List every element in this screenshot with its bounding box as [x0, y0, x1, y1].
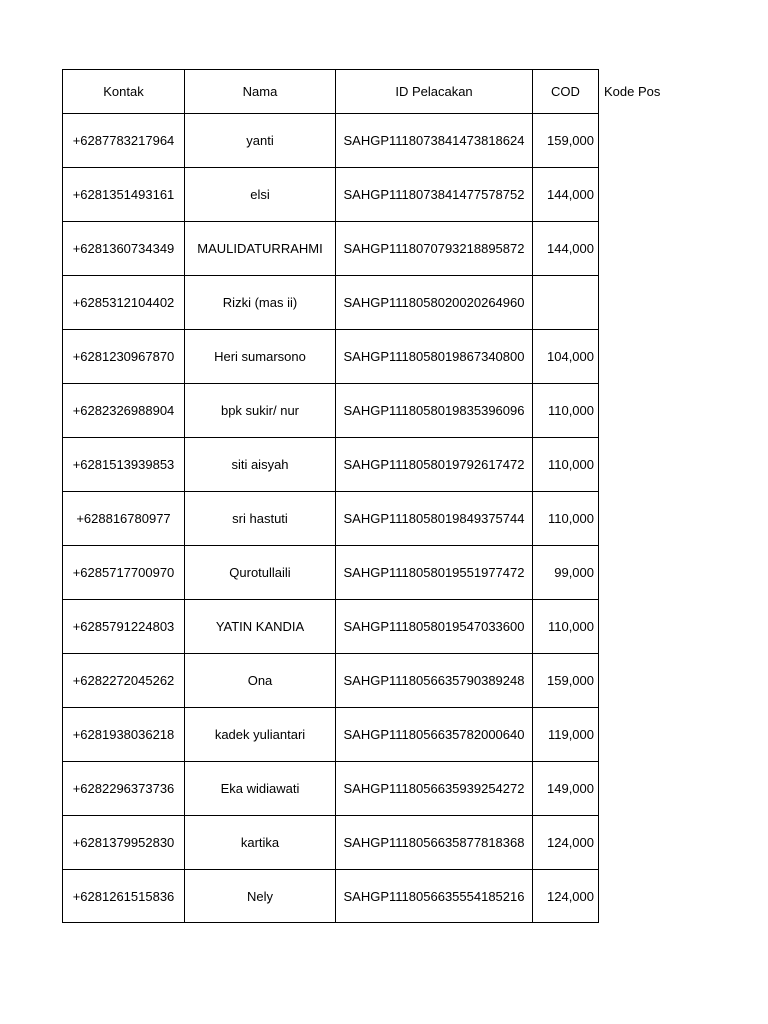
- cell-id-pelacakan: SAHGP1118070793218895872: [336, 222, 533, 276]
- cell-id-pelacakan: SAHGP1118073841477578752: [336, 168, 533, 222]
- table-row: [63, 222, 679, 276]
- cell-cod: 110,000: [533, 438, 599, 492]
- cell-nama: kadek yuliantari: [185, 708, 336, 762]
- cell-kode-pos: [599, 222, 679, 276]
- cell-nama: Ona: [185, 654, 336, 708]
- cell-kontak: +6282326988904: [63, 384, 185, 438]
- cell-kontak: +6281513939853: [63, 438, 185, 492]
- cell-nama: yanti: [185, 114, 336, 168]
- cell-kontak: +6282296373736: [63, 762, 185, 816]
- cell-nama: Eka widiawati: [185, 762, 336, 816]
- cell-kontak: +6287783217964: [63, 114, 185, 168]
- cell-cod: 99,000: [533, 546, 599, 600]
- cell-cod: [533, 276, 599, 330]
- column-header-kode-pos: Kode Pos: [604, 84, 661, 99]
- cell-kode-pos: [599, 654, 679, 708]
- table-body: [63, 114, 679, 923]
- cell-kontak: +6285717700970: [63, 546, 185, 600]
- cell-id-pelacakan: SAHGP1118058019835396096: [336, 384, 533, 438]
- cell-nama: YATIN KANDIA: [185, 600, 336, 654]
- cell-kode-pos: [599, 330, 679, 384]
- cell-cod: 110,000: [533, 600, 599, 654]
- cell-kode-pos: [599, 276, 679, 330]
- cell-kontak: +628816780977: [63, 492, 185, 546]
- cell-kode-pos: [599, 114, 679, 168]
- cell-cod: 149,000: [533, 762, 599, 816]
- cell-nama: elsi: [185, 168, 336, 222]
- cell-kode-pos: [599, 600, 679, 654]
- table-row: [63, 168, 679, 222]
- cell-id-pelacakan: SAHGP1118058020020264960: [336, 276, 533, 330]
- table-row: [63, 762, 679, 816]
- cell-id-pelacakan: SAHGP1118056635877818368: [336, 816, 533, 870]
- cell-id-pelacakan: SAHGP1118058019547033600: [336, 600, 533, 654]
- table-row: [63, 708, 679, 762]
- header-row: [63, 70, 679, 114]
- cell-id-pelacakan: SAHGP1118058019551977472: [336, 546, 533, 600]
- cell-nama: MAULIDATURRAHMI: [185, 222, 336, 276]
- cell-kontak: +6281351493161: [63, 168, 185, 222]
- cell-kontak: +6281379952830: [63, 816, 185, 870]
- table-row: [63, 276, 679, 330]
- cell-id-pelacakan: SAHGP1118056635554185216: [336, 870, 533, 923]
- cell-kode-pos: [599, 492, 679, 546]
- column-header-kontak: Kontak: [63, 70, 185, 114]
- column-header-cod: COD: [533, 70, 599, 114]
- cell-id-pelacakan: SAHGP1118058019867340800: [336, 330, 533, 384]
- cell-kontak: +6281261515836: [63, 870, 185, 923]
- cell-nama: bpk sukir/ nur: [185, 384, 336, 438]
- cell-kontak: +6281938036218: [63, 708, 185, 762]
- cell-kode-pos: [599, 708, 679, 762]
- table-row: [63, 384, 679, 438]
- cell-id-pelacakan: SAHGP1118058019849375744: [336, 492, 533, 546]
- cell-kode-pos: [599, 762, 679, 816]
- cell-kontak: +6285791224803: [63, 600, 185, 654]
- cell-cod: 159,000: [533, 654, 599, 708]
- cell-nama: kartika: [185, 816, 336, 870]
- cell-nama: Heri sumarsono: [185, 330, 336, 384]
- cell-kontak: +6285312104402: [63, 276, 185, 330]
- cell-cod: 124,000: [533, 870, 599, 923]
- cell-cod: 110,000: [533, 492, 599, 546]
- table-row: [63, 330, 679, 384]
- cell-kode-pos: [599, 168, 679, 222]
- cell-cod: 104,000: [533, 330, 599, 384]
- cell-kontak: +6281230967870: [63, 330, 185, 384]
- table-row: [63, 600, 679, 654]
- cell-id-pelacakan: SAHGP1118056635939254272: [336, 762, 533, 816]
- cell-kode-pos: [599, 384, 679, 438]
- cell-kode-pos: [599, 816, 679, 870]
- cell-id-pelacakan: SAHGP1118058019792617472: [336, 438, 533, 492]
- cell-kontak: +6281360734349: [63, 222, 185, 276]
- cell-cod: 119,000: [533, 708, 599, 762]
- cell-nama: Qurotullaili: [185, 546, 336, 600]
- table-row: [63, 492, 679, 546]
- cell-nama: Nely: [185, 870, 336, 923]
- cell-cod: 144,000: [533, 222, 599, 276]
- table-row: [63, 438, 679, 492]
- cell-id-pelacakan: SAHGP1118056635782000640: [336, 708, 533, 762]
- cell-id-pelacakan: SAHGP1118073841473818624: [336, 114, 533, 168]
- table-row: [63, 654, 679, 708]
- cell-nama: sri hastuti: [185, 492, 336, 546]
- cell-nama: siti aisyah: [185, 438, 336, 492]
- cell-cod: 110,000: [533, 384, 599, 438]
- cell-cod: 144,000: [533, 168, 599, 222]
- shipment-table: [62, 69, 679, 923]
- table-row: [63, 816, 679, 870]
- table-row: [63, 870, 679, 923]
- table-row: [63, 546, 679, 600]
- column-header-nama: Nama: [185, 70, 336, 114]
- cell-kode-pos: [599, 438, 679, 492]
- cell-cod: 124,000: [533, 816, 599, 870]
- column-header-id-pelacakan: ID Pelacakan: [336, 70, 533, 114]
- cell-nama: Rizki (mas ii): [185, 276, 336, 330]
- cell-cod: 159,000: [533, 114, 599, 168]
- table-row: [63, 114, 679, 168]
- cell-kontak: +6282272045262: [63, 654, 185, 708]
- cell-kode-pos: [599, 870, 679, 923]
- cell-kode-pos: [599, 546, 679, 600]
- cell-id-pelacakan: SAHGP1118056635790389248: [336, 654, 533, 708]
